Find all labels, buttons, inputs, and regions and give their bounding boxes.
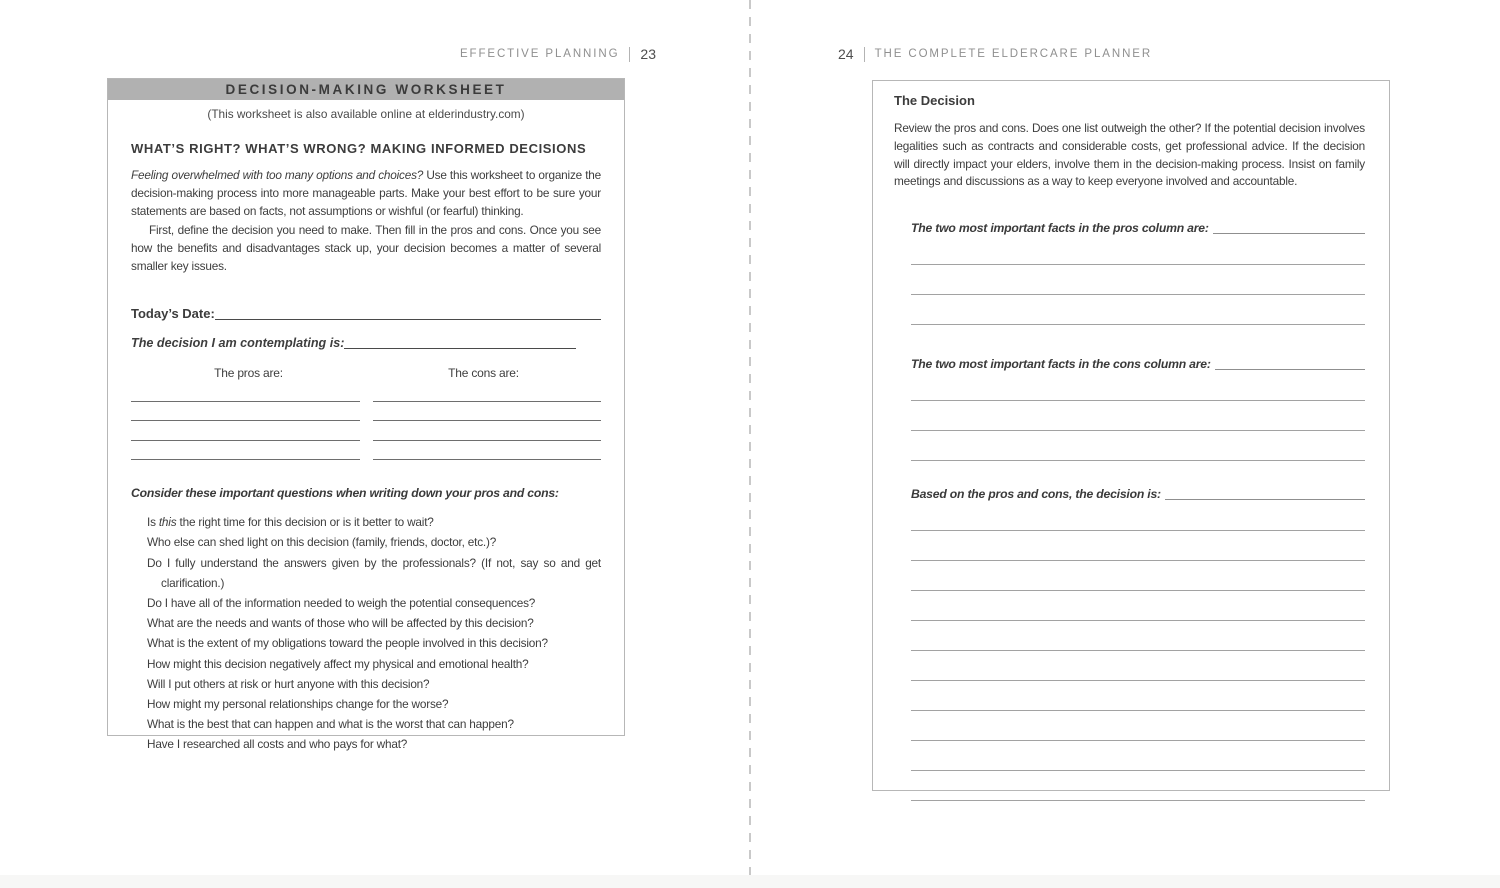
right-running-head <box>838 46 1152 62</box>
question-item: What are the needs and wants of those who will be affected by this decision? <box>147 616 534 631</box>
pros-blank-line[interactable] <box>131 382 360 402</box>
worksheet-section-heading: WHAT’S RIGHT? WHAT’S WRONG? MAKING INFORMED DECISIONS <box>131 141 587 156</box>
pros-column-lines <box>131 382 360 460</box>
cons-facts-blank-line[interactable] <box>911 401 1365 431</box>
cons-facts-blank-line[interactable] <box>911 371 1365 401</box>
pros-blank-line[interactable] <box>131 441 360 461</box>
pros-facts-blank-field[interactable] <box>1213 233 1365 234</box>
decision-contemplating-row <box>131 335 601 350</box>
pros-facts-blank-line[interactable] <box>911 235 1365 265</box>
consider-questions-prompt: Consider these important questions when writing down your pros and cons: <box>131 486 559 501</box>
question-item: Who else can shed light on this decision (family, friends, doctor, etc.)? <box>147 535 497 550</box>
cons-facts-section <box>911 355 1365 461</box>
decision-contemplating-blank-field[interactable] <box>344 348 576 349</box>
questions-list-rest <box>147 532 601 754</box>
pros-blank-line[interactable] <box>131 421 360 441</box>
final-decision-prompt: Based on the pros and cons, the decision is: <box>911 487 1161 502</box>
cons-blank-line[interactable] <box>373 382 602 402</box>
pros-column-header: The pros are: <box>214 366 283 381</box>
right-running-head-title: THE COMPLETE ELDERCARE PLANNER <box>874 48 1153 60</box>
cons-blank-line[interactable] <box>373 402 602 422</box>
question-first-pre: Is <box>147 515 159 530</box>
cons-column-header: The cons are: <box>448 366 519 381</box>
pros-facts-prompt-row <box>911 219 1365 235</box>
decision-panel-body <box>873 93 1389 801</box>
worksheet-title-bar <box>108 79 624 100</box>
worksheet-title: DECISION-MAKING WORKSHEET <box>225 82 507 97</box>
final-decision-blank-line[interactable] <box>911 741 1365 771</box>
question-first-rest: the right time for this decision or is it better to wait? <box>176 515 434 530</box>
cons-column-lines <box>373 382 602 460</box>
todays-date-blank-field[interactable] <box>215 319 601 320</box>
final-decision-blank-line[interactable] <box>911 681 1365 711</box>
page-divider-dashed-line <box>749 0 751 888</box>
pros-facts-blank-line[interactable] <box>911 295 1365 325</box>
final-decision-lines <box>911 501 1365 801</box>
worksheet-body <box>108 107 624 755</box>
intro-paragraph-rest: Use this worksheet to organize the decision-making process into more manageable parts. Make your best effort to be sure your statements are based on facts, not assumptions or wishful (or fearful) thinking. <box>131 168 601 219</box>
worksheet-subtitle: (This worksheet is also available online at elderindustry.com) <box>207 107 525 121</box>
final-decision-blank-field[interactable] <box>1165 499 1365 500</box>
question-item: Do I fully understand the answers given by the professionals? (If not, say so and get clarification.) <box>147 555 601 590</box>
questions-list <box>147 512 601 754</box>
decision-paragraph: Review the pros and cons. Does one list outweigh the other? If the potential decision involves legalities such as contracts and considerable costs, get professional advice. If the decision will directly impact your elders, involve them in the decision-making process. Insist on family meetings and discussions as a way to keep everyone involved and accountable. <box>894 121 1365 189</box>
pros-blank-line[interactable] <box>131 402 360 422</box>
header-separator <box>629 47 630 62</box>
question-item: How might my personal relationships change for the worse? <box>147 697 449 712</box>
left-running-head <box>460 46 656 62</box>
intro-paragraph <box>131 166 601 221</box>
question-item: Do I have all of the information needed to weigh the potential consequences? <box>147 596 536 611</box>
cons-facts-lines <box>911 371 1365 461</box>
right-page-number: 24 <box>838 46 854 62</box>
todays-date-label: Today’s Date: <box>131 306 215 322</box>
pros-facts-lines <box>911 235 1365 325</box>
todays-date-row <box>131 306 601 321</box>
final-decision-blank-line[interactable] <box>911 591 1365 621</box>
final-decision-blank-line[interactable] <box>911 501 1365 531</box>
intro-paragraph-2: First, define the decision you need to make. Then fill in the pros and cons. Once you see how the benefits and disadvantages stack up, your decision becomes a matter of several smaller key issues. <box>131 222 601 274</box>
cons-facts-prompt: The two most important facts in the cons column are: <box>911 357 1211 372</box>
question-item: What is the extent of my obligations toward the people involved in this decision? <box>147 636 548 651</box>
final-decision-blank-line[interactable] <box>911 561 1365 591</box>
intro-italic-lead: Feeling overwhelmed with too many options and choices? <box>131 168 427 182</box>
pros-cons-headers <box>131 366 601 380</box>
final-decision-prompt-row <box>911 485 1365 501</box>
cons-blank-line[interactable] <box>373 421 602 441</box>
question-item: Will I put others at risk or hurt anyone with this decision? <box>147 676 430 691</box>
cons-facts-prompt-row <box>911 355 1365 371</box>
header-separator <box>864 47 865 62</box>
final-decision-blank-line[interactable] <box>911 531 1365 561</box>
bottom-gutter-band <box>0 875 1500 888</box>
pros-facts-prompt: The two most important facts in the pros column are: <box>911 221 1209 236</box>
final-decision-blank-line[interactable] <box>911 621 1365 651</box>
left-page-number: 23 <box>640 46 656 62</box>
question-item: What is the best that can happen and what is the worst that can happen? <box>147 717 514 732</box>
question-item: How might this decision negatively affect my physical and emotional health? <box>147 656 529 671</box>
question-item <box>147 512 601 532</box>
final-decision-section <box>911 485 1365 801</box>
pros-facts-blank-line[interactable] <box>911 265 1365 295</box>
cons-facts-blank-field[interactable] <box>1215 369 1365 370</box>
question-item: Have I researched all costs and who pays for what? <box>147 737 408 752</box>
final-decision-blank-line[interactable] <box>911 651 1365 681</box>
the-decision-panel <box>872 80 1390 791</box>
question-first-italic: this <box>158 515 177 530</box>
pros-facts-section <box>911 219 1365 325</box>
cons-facts-blank-line[interactable] <box>911 431 1365 461</box>
decision-contemplating-label: The decision I am contemplating is: <box>131 336 345 351</box>
final-decision-blank-line[interactable] <box>911 771 1365 801</box>
final-decision-blank-line[interactable] <box>911 711 1365 741</box>
left-running-head-title: EFFECTIVE PLANNING <box>459 48 620 60</box>
pros-cons-columns <box>131 382 601 460</box>
cons-blank-line[interactable] <box>373 441 602 461</box>
decision-heading: The Decision <box>894 93 975 108</box>
decision-worksheet-panel <box>107 78 625 752</box>
